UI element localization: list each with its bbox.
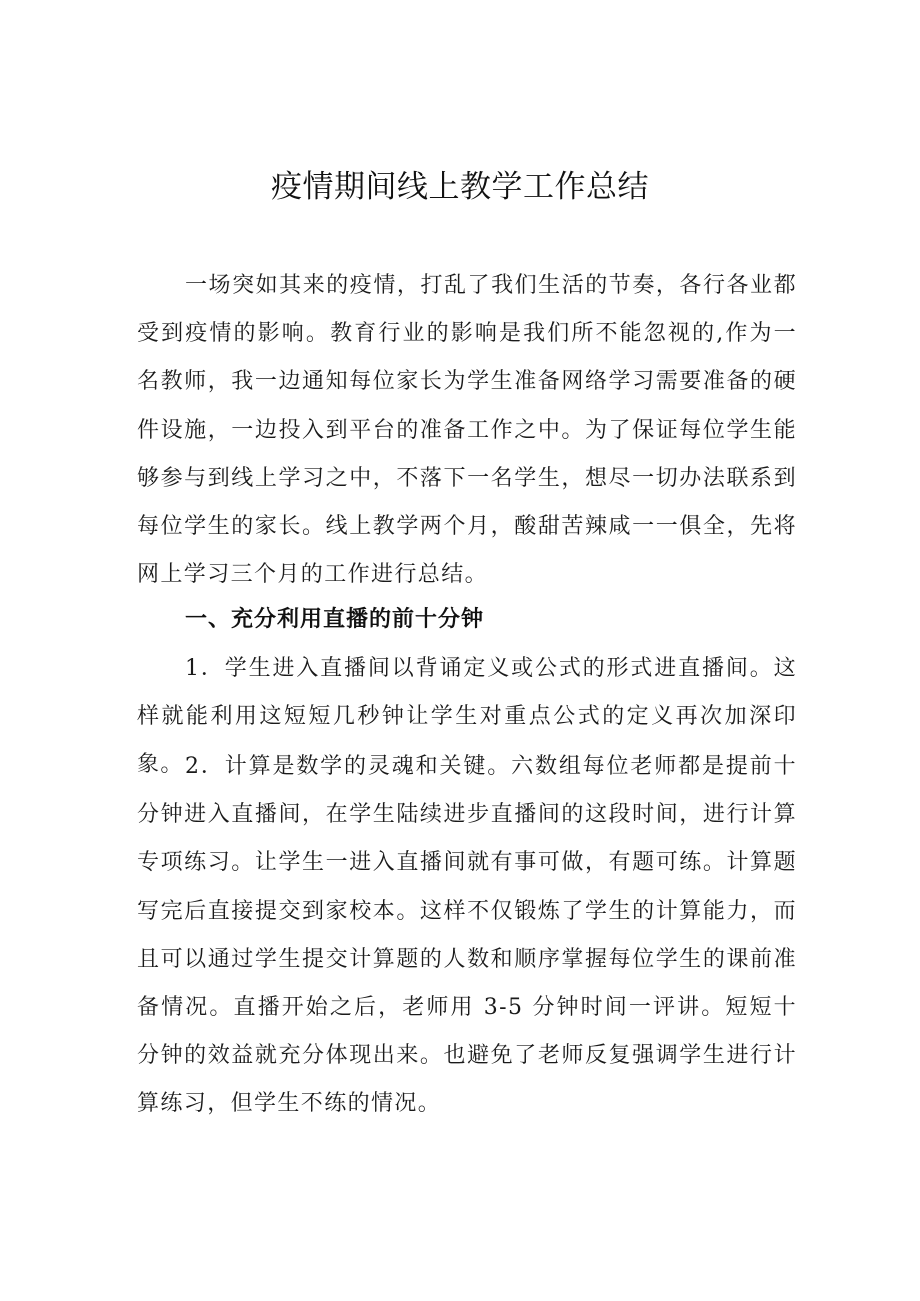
document-title: 疫情期间线上教学工作总结 [271,169,649,205]
list-item-2: 2．计算是数学的灵魂和关键。六数组每位老师都是提前十分钟进入直播间，在学生陆续进步直播间的这段时间，进行计算专项练习。让学生一进入直播间就有事可做，有题可练。计算题写完后直接提交到家校本。这样不仅锻炼了学生的计算能力，而且可以通过学生提交计算题的人数和顺序掌握每位学生的课前准备情况。直播开始之后，老师用 3-5 分钟时间一评讲。短短十分钟的效益就充分体现出来。也避免了老师反复强调学生进行计算练习，但学生不练的情况。 [137,754,797,1117]
intro-paragraph: 一场突如其来的疫情，打乱了我们生活的节奏，各行各业都受到疫情的影响。教育行业的影响是我们所不能忽视的,作为一名教师，我一边通知每位家长为学生准备网络学习需要准备的硬件设施，一边投入到平台的准备工作之中。为了保证每位学生能够参与到线上学习之中，不落下一名学生，想尽一切办法联系到每位学生的家长。线上教学两个月，酸甜苦辣咸一一俱全，先将网上学习三个月的工作进行总结。 [137,273,797,588]
section-heading: 一、充分利用直播的前十分钟 [185,607,485,632]
list-item-1: 1．学生进入直播间以背诵定义或公式的形式进直播间。这样就能利用这短短几秒钟让学生对重点公式的定义再次加深印象。 [137,656,797,778]
